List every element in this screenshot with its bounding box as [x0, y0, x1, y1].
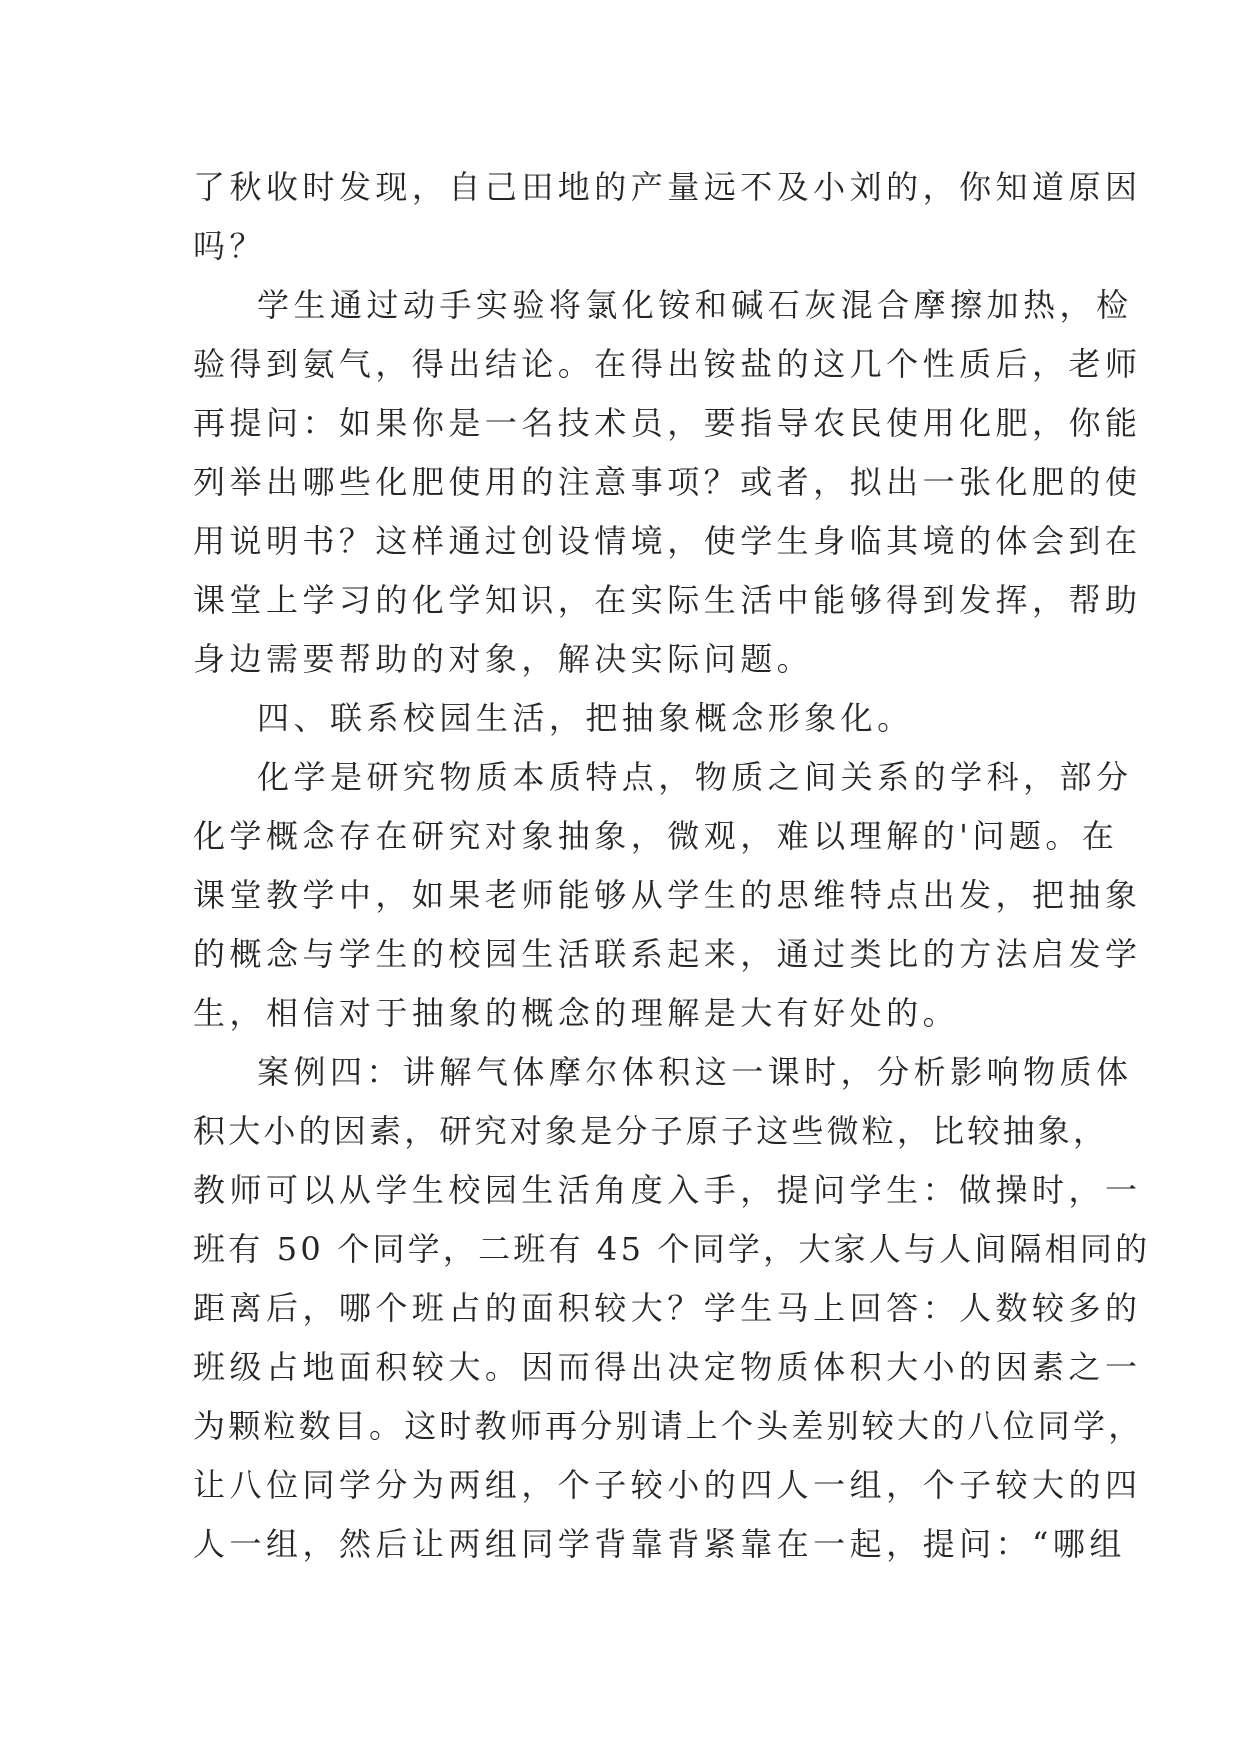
- text-line: 为颗粒数目。这时教师再分别请上个头差别较大的八位同学，: [193, 1407, 1144, 1445]
- text-line: 的概念与学生的校园生活联系起来，通过类比的方法启发学: [193, 935, 1142, 973]
- paragraph-start-line: 案例四：讲解气体摩尔体积这一课时，分析影响物质体: [257, 1053, 1133, 1091]
- text-line: 列举出哪些化肥使用的注意事项？或者，拟出一张化肥的使: [193, 463, 1142, 501]
- text-line: 班级占地面积较大。因而得出决定物质体积大小的因素之一: [193, 1348, 1142, 1386]
- text-line: 教师可以从学生校园生活角度入手，提问学生：做操时，一: [193, 1171, 1142, 1209]
- text-line: 化学概念存在研究对象抽象，微观，难以理解的'问题。在: [193, 817, 1119, 855]
- text-line: 生，相信对于抽象的概念的理解是大有好处的。: [193, 994, 960, 1032]
- text-line: 身边需要帮助的对象，解决实际问题。: [193, 640, 814, 678]
- text-line: 再提问：如果你是一名技术员，要指导农民使用化肥，你能: [193, 404, 1142, 442]
- text-line: 人一组，然后让两组同学背靠背紧靠在一起，提问：“哪组: [193, 1525, 1126, 1563]
- paragraph-start-line: 学生通过动手实验将氯化铵和碱石灰混合摩擦加热，检: [257, 286, 1133, 324]
- text-line: 课堂上学习的化学知识，在实际生活中能够得到发挥，帮助: [193, 581, 1142, 619]
- text-line: 积大小的因素，研究对象是分子原子这些微粒，比较抽象，: [193, 1112, 1109, 1150]
- paragraph-start-line: 化学是研究物质本质特点，物质之间关系的学科，部分: [257, 758, 1133, 796]
- body-text: [193, 158, 1151, 1574]
- section-heading: 四、联系校园生活，把抽象概念形象化。: [257, 699, 914, 737]
- text-line: 让八位同学分为两组，个子较小的四人一组，个子较大的四: [193, 1466, 1142, 1504]
- text-line: 吗？: [193, 227, 266, 265]
- text-line: 课堂教学中，如果老师能够从学生的思维特点出发，把抽象: [193, 876, 1142, 914]
- text-line: 了秋收时发现，自己田地的产量远不及小刘的，你知道原因: [193, 168, 1142, 206]
- text-line: 用说明书？这样通过创设情境，使学生身临其境的体会到在: [193, 522, 1142, 560]
- text-line: 距离后，哪个班占的面积较大？学生马上回答：人数较多的: [193, 1289, 1142, 1327]
- text-line: 班有 50 个同学，二班有 45 个同学，大家人与人间隔相同的: [193, 1230, 1151, 1268]
- text-line: 验得到氨气，得出结论。在得出铵盐的这几个性质后，老师: [193, 345, 1142, 383]
